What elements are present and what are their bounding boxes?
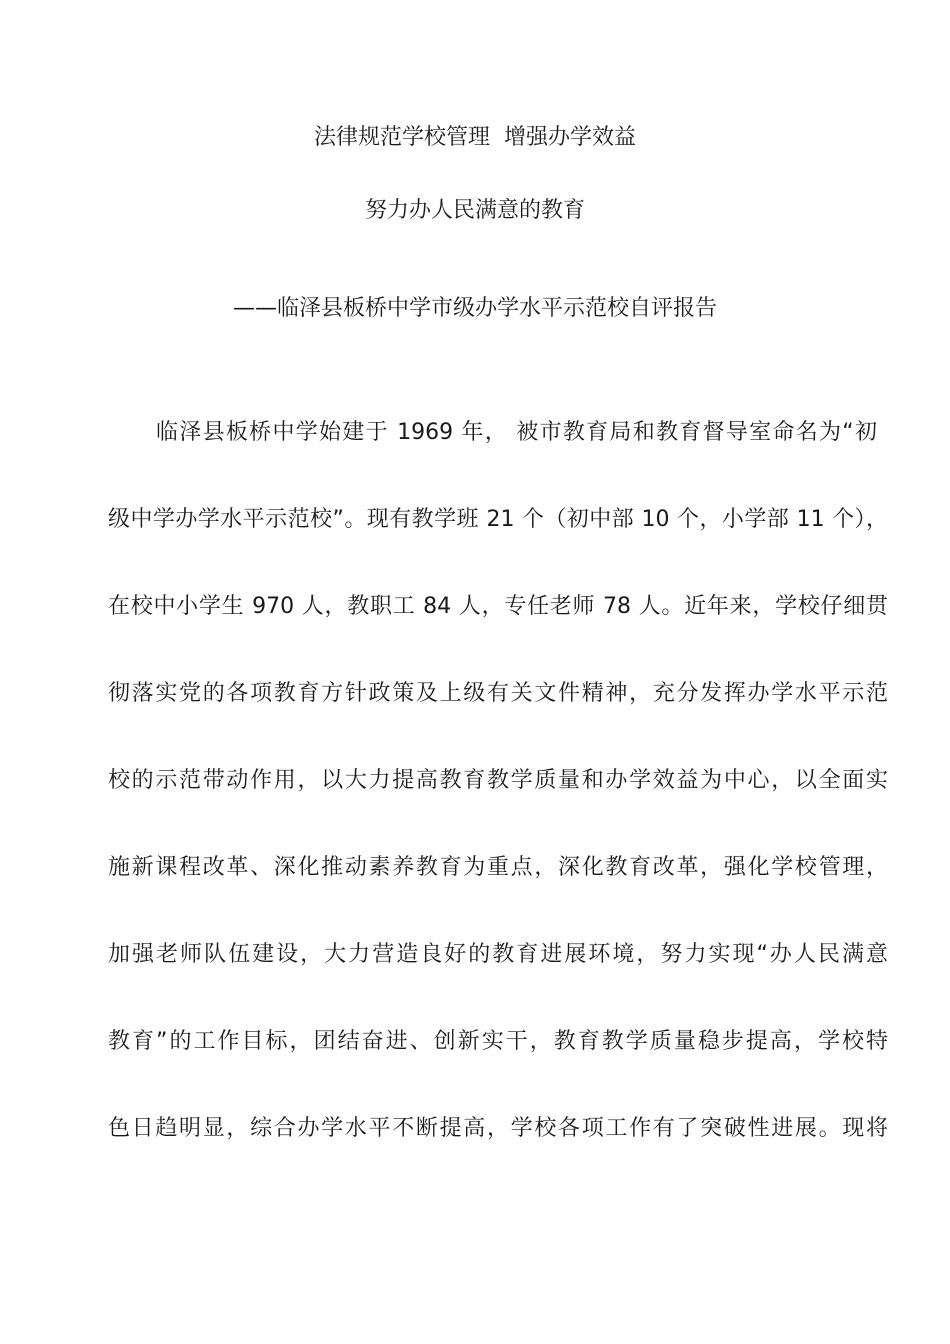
paragraph-line: 施新课程改革、深化推动素养教育为重点，深化教育改革，强化学校管理，	[108, 855, 888, 880]
paragraph-line: 色日趋明显，综合办学水平不断提高，学校各项工作有了突破性进展。现将	[108, 1116, 888, 1141]
paragraph-line: 在校中小学生 970 人，教职工 84 人，专任老师 78 人。近年来，学校仔细贯	[108, 594, 888, 619]
paragraph-line: 教育”的工作目标，团结奋进、创新实干，教育教学质量稳步提高，学校特	[108, 1029, 888, 1054]
paragraph-line: 彻落实党的各项教育方针政策及上级有关文件精神，充分发挥办学水平示范	[108, 681, 888, 706]
document-title-line-2: 努力办人民满意的教育	[364, 198, 585, 223]
document-title-line-1: 法律规范学校管理 增强办学效益	[314, 125, 636, 150]
paragraph-line: 校的示范带动作用，以大力提高教育教学质量和办学效益为中心，以全面实	[108, 768, 888, 793]
document-subtitle: ——临泽县板桥中学市级办学水平示范校自评报告	[232, 296, 717, 321]
paragraph-line: 临泽县板桥中学始建于 1969 年， 被市教育局和教育督导室命名为“初	[156, 420, 877, 445]
paragraph-line: 级中学办学水平示范校”。现有教学班 21 个（初中部 10 个，小学部 11 个），	[108, 507, 888, 532]
paragraph-line: 加强老师队伍建设，大力营造良好的教育进展环境，努力实现“办人民满意	[108, 942, 888, 967]
